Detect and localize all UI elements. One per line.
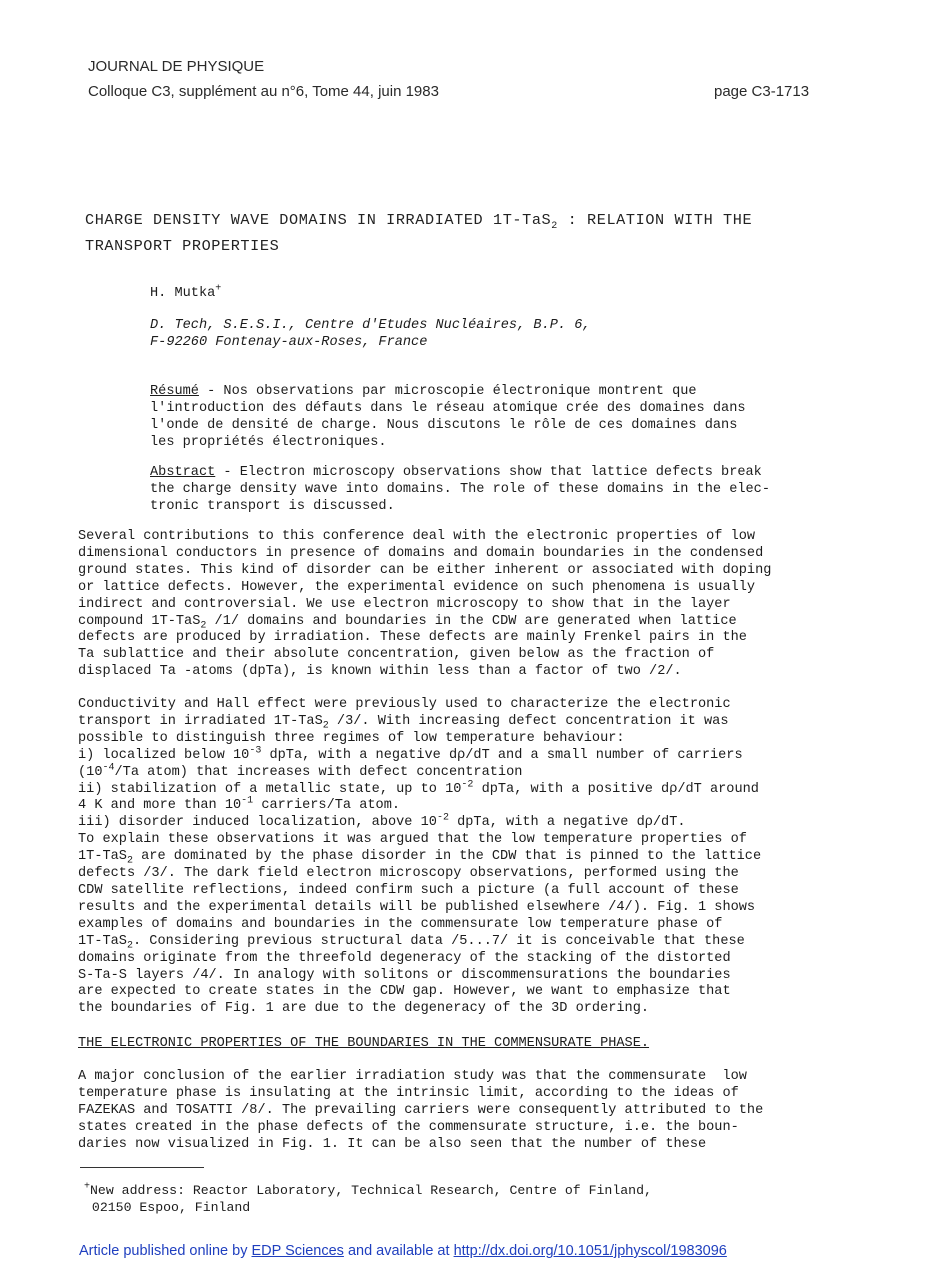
title-line-2: TRANSPORT PROPERTIES	[85, 237, 280, 255]
section-heading: THE ELECTRONIC PROPERTIES OF THE BOUNDARIES IN THE COMMENSURATE PHASE.	[78, 1036, 650, 1051]
author-name: H. Mutka	[150, 286, 216, 301]
paper-title	[85, 207, 752, 259]
title-line-1: CHARGE DENSITY WAVE DOMAINS IN IRRADIATED 1T-TaS$_2$ : RELATION WITH THE	[85, 211, 753, 233]
publication-footer: Article published online by EDP Sciences and available at http://dx.doi.org/10.1051/jphyscol/1983096	[79, 1243, 727, 1259]
footnote: +New address: Reactor Laboratory, Technical Research, Centre of Finland, 02150 Espoo, Finland	[84, 1181, 652, 1215]
body-paragraph-2: Conductivity and Hall effect were previously used to characterize the electronic transport in irradiated 1T-TaS$_2$ /3/. With increasing defect concentration it was possible to distinguish three regimes of low temperature behaviour: i) localized below $10^{-3}$ dpTa, with a negative dρ/dT and a small number of carriers ($10^{-4}/Ta$ atom) that increases with defect concentration ii) stabilization of a metallic state, up to $10^{-2}$ dpTa, with a positive dρ/dT around 4 K and more than $10^{-1}$ carriers/Ta atom. iii) disorder induced localization, above $10^{-2}$ dpTa, with a negative dρ/dT. To explain these observations it was argued that the low temperature properties of 1T-TaS$_2$ are dominated by the phase disorder in the CDW that is pinned to the lattice defects /3/. The dark field electron microscopy observations, performed using the CDW satellite reflections, indeed confirm such a picture (a full account of these results and the experimental details will be published elsewhere /4/). Fig. 1 shows examples of domains and boundaries in the commensurate low temperature phase of 1T-TaS$_2$. Considering previous structural data /5...7/ it is conceivable that these domains originate from the threefold degeneracy of the stacking of the distorted S-Ta-S layers /4/. In analogy with solitons or discommensurations the boundaries are expected to create states in the CDW gap. However, we want to emphasize that the boundaries of Fig. 1 are due to the degeneracy of the 3D ordering.	[78, 697, 762, 1017]
resume-block: Résumé - Nos observations par microscopie électronique montrent que l'introduction des défauts dans le réseau atomique crée des domaines dans l'onde de densité de charge. Nous discutons le rôle de ces domaines dans les propriétés électroniques.	[150, 384, 746, 450]
footnote-mark: +	[84, 1181, 91, 1193]
abstract-label: Abstract	[150, 465, 216, 480]
body-paragraph-3: A major conclusion of the earlier irradiation study was that the commensurate low temperature phase is insulating at the intrinsic limit, according to the ideas of FAZEKAS and TOSATTI /8/. The prevailing carriers were consequently attributed to the states created in the phase defects of the commensurate structure, i.e. the boun- daries now visualized in Fig. 1. It can be also seen that the number of these	[78, 1069, 764, 1152]
author	[150, 283, 222, 301]
doi-link[interactable]: http://dx.doi.org/10.1051/jphyscol/1983096	[453, 1243, 727, 1259]
resume-label: Résumé	[150, 384, 199, 399]
journal-name: JOURNAL DE PHYSIQUE	[88, 58, 265, 75]
page-number: page C3-1713	[714, 83, 810, 100]
colloque-info: Colloque C3, supplément au n°6, Tome 44, juin 1983	[88, 83, 439, 100]
abstract-block: Abstract - Electron microscopy observations show that lattice defects break the charge density wave into domains. The role of these domains in the elec- tronic transport is discussed.	[150, 465, 770, 514]
edp-sciences-link[interactable]: EDP Sciences	[251, 1243, 344, 1259]
author-footnote-mark: +	[215, 283, 222, 295]
affiliation: D. Tech, S.E.S.I., Centre d'Etudes Nucléaires, B.P. 6, F-92260 Fontenay-aux-Roses, France	[150, 318, 591, 350]
footnote-rule	[80, 1167, 204, 1168]
body-paragraph-1: Several contributions to this conference deal with the electronic properties of low dimensional conductors in presence of domains and domain boundaries in the condensed ground states. This kind of disorder can be either inherent or associated with doping or lattice defects. However, the experimental evidence on such phenomena is usually indirect and controversial. We use electron microscopy to show that in the layer compound 1T-TaS$_2$ /1/ domains and boundaries in the CDW are generated when lattice defects are produced by irradiation. These defects are mainly Frenkel pairs in the Ta sublattice and their absolute concentration, given below as the fraction of displaced Ta -atoms (dpTa), is known within less than a factor of two /2/.	[78, 529, 772, 680]
